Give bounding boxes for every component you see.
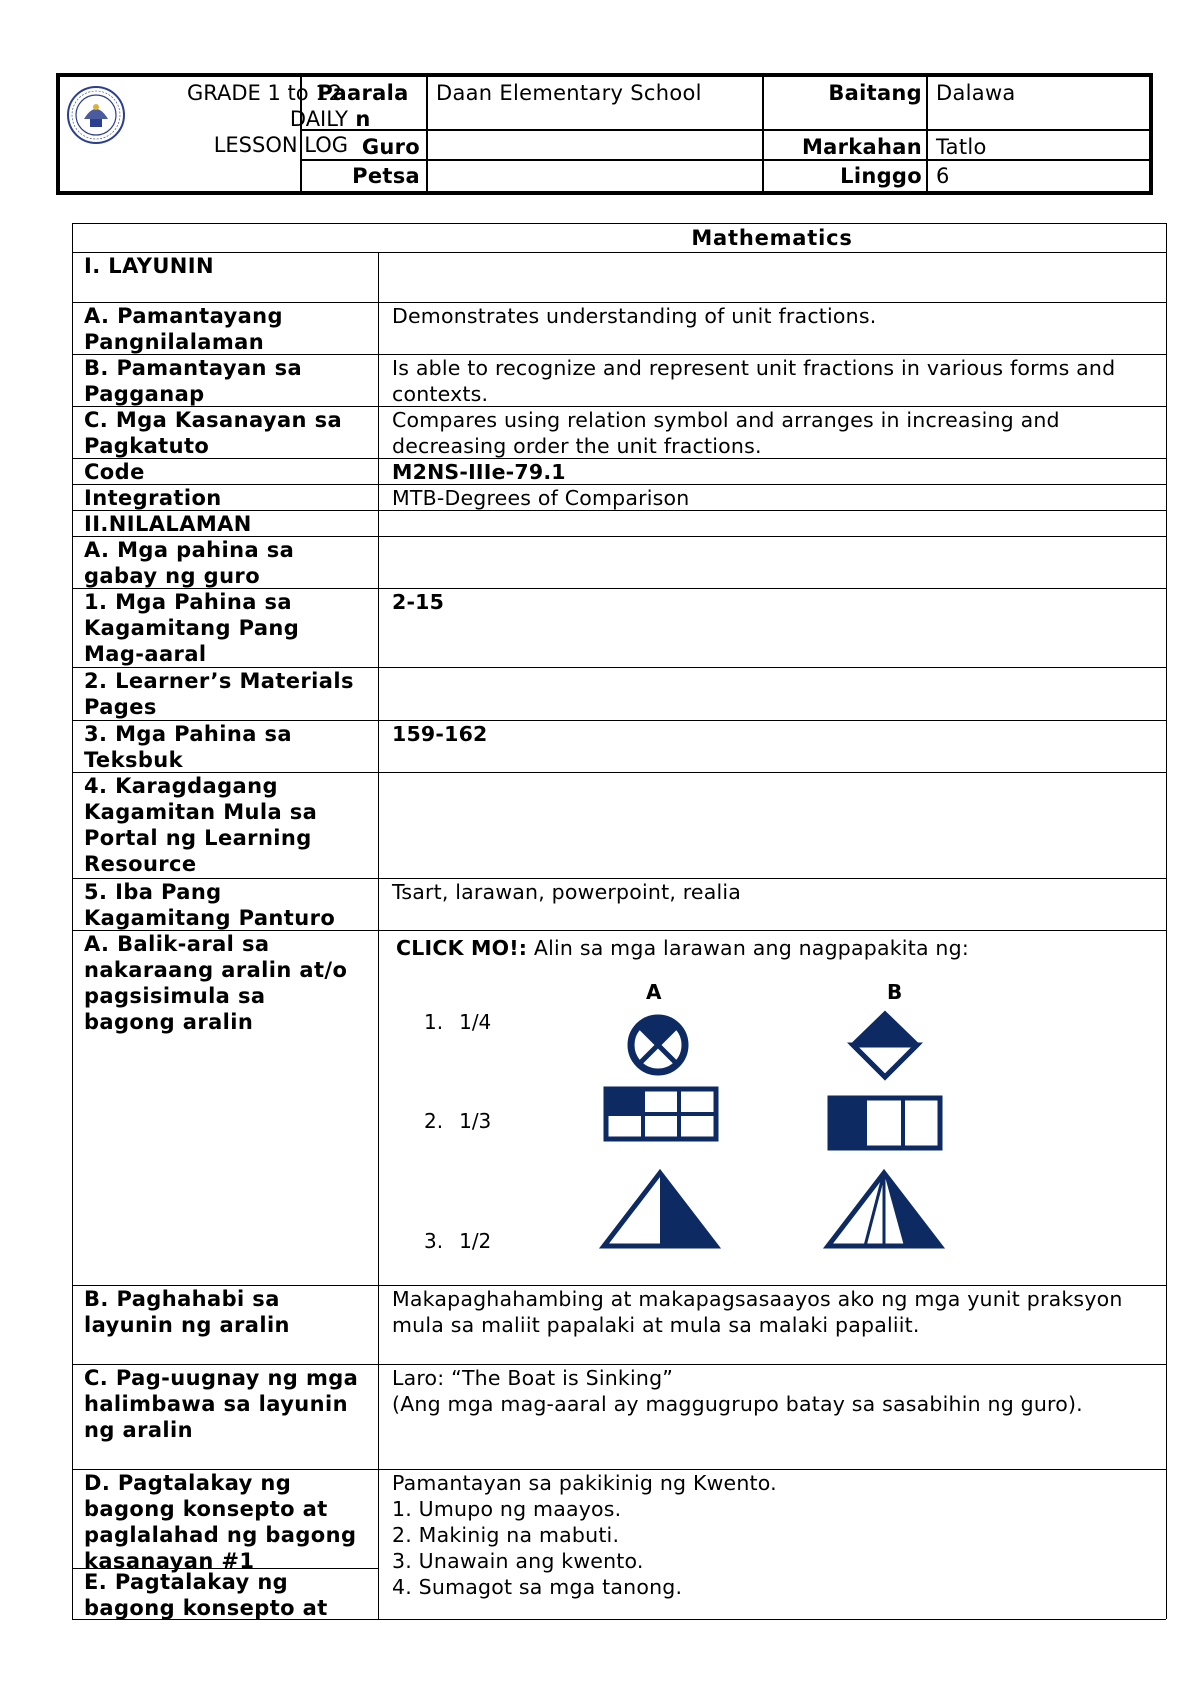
listening-rule: 4. Sumagot sa mga tanong. xyxy=(392,1575,683,1599)
grade-value: Dalawa xyxy=(936,81,1016,105)
game-instruction: (Ang mga mag-aaral ay maggugrupo batay sa sasabihin ng guro). xyxy=(392,1392,1083,1416)
school-value: Daan Elementary School xyxy=(436,81,702,105)
row-label-discussion-2: E. Pagtalakay ng bagong konsepto at xyxy=(84,1570,328,1620)
row-value-content-standard: Demonstrates understanding of unit fractions. xyxy=(392,304,877,328)
listening-rules xyxy=(392,1470,1152,1600)
deped-seal-logo xyxy=(66,85,126,145)
quarter-value: Tatlo xyxy=(936,135,987,159)
title-line-3: LESSON LOG xyxy=(213,133,348,157)
header-divider xyxy=(426,77,428,191)
game-title: Laro: “The Boat is Sinking” xyxy=(392,1366,674,1390)
title-line-2: DAILY xyxy=(289,107,348,131)
row-label-textbook: 3. Mga Pahina sa Teksbuk xyxy=(84,722,292,772)
row-label-content-standard: A. Pamantayang Pangnilalaman xyxy=(84,304,283,354)
row-value-performance-standard: Is able to recognize and represent unit fractions in various forms and contexts. xyxy=(392,356,1116,406)
row-label-discussion-1: D. Pagtalakay ng bagong konsepto at paglalahad ng bagong kasanayan #1 xyxy=(84,1471,357,1573)
school-label-line-2: n xyxy=(355,107,371,131)
week-value: 6 xyxy=(936,164,950,188)
row-value-purpose: Makapaghahambing at makapagsasaayos ako ng mga yunit praksyon mula sa maliit papalaki at mula sa malaki papaliit. xyxy=(392,1287,1123,1337)
date-label: Petsa xyxy=(352,164,420,188)
listening-rule: 2. Makinig na mabuti. xyxy=(392,1523,620,1547)
column-a-label: A xyxy=(646,980,662,1004)
title-line-1: GRADE 1 to 12 xyxy=(186,81,342,105)
row-value-other-materials: Tsart, larawan, powerpoint, realia xyxy=(392,880,742,904)
figure-3b-triangle-parts[interactable] xyxy=(828,1173,940,1246)
listening-rule: 1. Umupo ng maayos. xyxy=(392,1497,622,1521)
school-label xyxy=(300,80,426,132)
header-divider xyxy=(300,159,1149,161)
row-label-layunin: I. LAYUNIN xyxy=(84,254,214,278)
quarter-label: Markahan xyxy=(801,135,922,159)
row-value-learner-material: 2-15 xyxy=(392,590,445,614)
header-divider xyxy=(926,77,928,191)
column-b-label: B xyxy=(887,980,903,1004)
grade-label: Baitang xyxy=(828,81,922,105)
figure-3a-triangle-half[interactable] xyxy=(604,1173,716,1246)
row-label-lm-pages: 2. Learner’s Materials Pages xyxy=(84,669,354,719)
figure-1b-diamond-half[interactable] xyxy=(853,1014,917,1077)
teacher-label: Guro xyxy=(361,135,420,159)
row-label-integration: Integration xyxy=(84,486,222,510)
item-number: 3. xyxy=(424,1229,444,1253)
row-label-performance-standard: B. Pamantayan sa Pagganap xyxy=(84,356,303,406)
row-label-purpose: B. Paghahabi sa layunin ng aralin xyxy=(84,1287,290,1337)
row-label-code: Code xyxy=(84,460,145,484)
table-border-right xyxy=(1166,223,1167,1619)
subject-heading: Mathematics xyxy=(691,226,853,250)
row-label-competencies: C. Mga Kasanayan sa Pagkatuto xyxy=(84,408,343,458)
item-fraction: 1/2 xyxy=(459,1229,492,1253)
row-label-examples: C. Pag-uugnay ng mga halimbawa sa layunin ng aralin xyxy=(84,1366,359,1442)
row-label-nilalaman: II.NILALAMAN xyxy=(84,512,252,536)
item-number: 2. xyxy=(424,1109,444,1133)
item-number: 1. xyxy=(424,1010,444,1034)
figure-2b-rectangle-thirds[interactable] xyxy=(830,1098,940,1148)
row-value-integration: MTB-Degrees of Comparison xyxy=(392,486,690,510)
figure-2a-grid-sixths[interactable] xyxy=(606,1089,716,1139)
header-divider xyxy=(300,129,1149,131)
row-label-lr-portal: 4. Karagdagang Kagamitan Mula sa Portal ng Learning Resource xyxy=(84,774,318,876)
row-label-teacher-guide: A. Mga pahina sa gabay ng guro xyxy=(84,538,295,588)
row-value-textbook: 159-162 xyxy=(392,722,488,746)
header-block xyxy=(56,73,1153,195)
click-label: CLICK MO!: xyxy=(396,936,528,960)
review-question: Alin sa mga larawan ang nagpapakita ng: xyxy=(527,936,969,960)
row-value-competencies: Compares using relation symbol and arranges in increasing and decreasing order the unit fractions. xyxy=(392,408,1060,458)
row-label-review: A. Balik-aral sa nakaraang aralin at/o pagsisimula sa bagong aralin xyxy=(84,932,348,1034)
row-label-learner-material: 1. Mga Pahina sa Kagamitang Pang Mag-aaral xyxy=(84,590,300,666)
row-label-other-materials: 5. Iba Pang Kagamitang Panturo xyxy=(84,880,336,930)
item-fraction: 1/4 xyxy=(459,1010,492,1034)
listening-rule: 3. Unawain ang kwento. xyxy=(392,1549,644,1573)
row-value-examples xyxy=(392,1365,1152,1417)
school-label-line-1: Paarala xyxy=(317,81,409,105)
row-value-code: M2NS-IIIe-79.1 xyxy=(392,460,566,484)
week-label: Linggo xyxy=(840,164,922,188)
figure-1a-circle-quarters[interactable] xyxy=(631,1018,685,1072)
item-fraction: 1/3 xyxy=(459,1109,492,1133)
listening-rules-title: Pamantayan sa pakikinig ng Kwento. xyxy=(392,1471,777,1495)
